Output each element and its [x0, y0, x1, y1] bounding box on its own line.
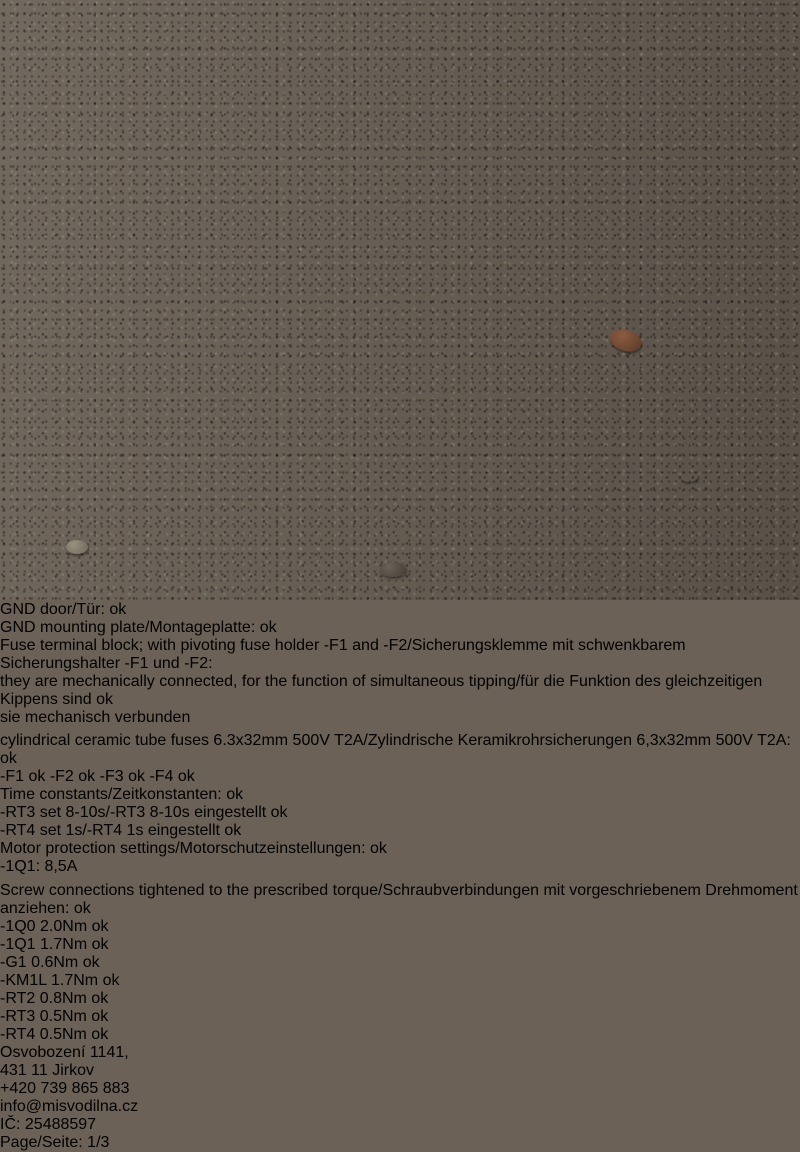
- footer-contact: [0, 1080, 800, 1116]
- answer-field: [31, 954, 78, 971]
- screw-label: -1Q1: [0, 936, 36, 953]
- ok-mark: ok: [270, 804, 288, 821]
- ok-mark: ok: [102, 972, 120, 989]
- checklist-row: [0, 858, 800, 876]
- screw-row: [0, 954, 800, 972]
- ok-mark: ok: [91, 1026, 109, 1043]
- screw-row: [0, 1026, 800, 1044]
- ok-mark: ok: [128, 768, 145, 785]
- footer-phone: +420 739 865 883: [0, 1080, 130, 1097]
- paper-footer: [0, 1044, 800, 1152]
- ok-mark: ok: [109, 601, 127, 618]
- row-label: -RT3 set 8-10s/-RT3 8-10s eingestellt: [0, 804, 267, 821]
- answer-field: [40, 990, 87, 1007]
- footer-company-id: IČ: 25488597: [0, 1116, 97, 1133]
- ok-mark: ok: [96, 691, 113, 708]
- torque-value: 1.7Nm: [50, 972, 99, 989]
- answer-field: [40, 936, 87, 953]
- fuses-section: [0, 732, 800, 786]
- ok-mark: ok: [91, 918, 109, 935]
- torque-value: 0.8Nm: [39, 990, 87, 1007]
- screw-row: [0, 918, 800, 936]
- checklist-row: [0, 619, 800, 637]
- footer-email: info@misvodilna.cz: [0, 1098, 139, 1115]
- row-label: Time constants/Zeitkonstanten:: [0, 786, 222, 803]
- screw-label: -1Q0: [0, 918, 36, 935]
- row-label: cylindrical ceramic tube fuses 6.3x32mm 500V T2A/Zylindrische Keramikrohrsicherungen 6,3x32mm 500V T2A:: [0, 732, 791, 749]
- screw-label: -RT3: [0, 1008, 36, 1025]
- footer-address-line2: 431 11 Jirkov: [0, 1062, 94, 1079]
- fuse-label: -F2: [49, 768, 74, 785]
- pebble: [66, 540, 88, 554]
- fuse-item: [0, 768, 50, 785]
- ok-mark: ok: [78, 768, 96, 785]
- pebble: [680, 470, 698, 482]
- screw-row: [0, 936, 800, 954]
- footer-page-number: Page/Seite: 1/3: [0, 1134, 110, 1151]
- row-label: -RT4 set 1s/-RT4 1s eingestellt: [0, 822, 220, 839]
- fuse-label: -F1: [0, 768, 24, 785]
- screw-row: [0, 1008, 800, 1026]
- torque-value: 1.7Nm: [40, 936, 88, 953]
- torque-value: 0.5Nm: [39, 1026, 87, 1043]
- screw-label: -RT4: [0, 1026, 36, 1043]
- fuse-terminal-block-section: [0, 637, 800, 727]
- torque-value: 0.6Nm: [31, 954, 79, 971]
- answer-field: [40, 1008, 87, 1025]
- ok-mark: ok: [91, 936, 109, 953]
- torque-value: 0.5Nm: [39, 1008, 87, 1025]
- row-label: Screw connections tightened to the prescribed torque/Schraubverbindungen mit vorgeschriebenem Drehmoment anziehen:: [0, 882, 798, 917]
- answer-field: [40, 918, 87, 935]
- checklist-row: [0, 709, 800, 727]
- row-label: sie mechanisch verbunden: [0, 709, 191, 726]
- checklist-row: [0, 786, 800, 804]
- fuse-label: -F4: [149, 768, 174, 785]
- row-label: Motor protection settings/Motorschutzeinstellungen:: [0, 840, 366, 857]
- ok-mark: ok: [91, 1008, 109, 1025]
- ok-mark: ok: [177, 768, 195, 785]
- row-label: -1Q1: 8,5A: [0, 858, 78, 875]
- footer-address-line1: Osvobození 1141,: [0, 1044, 129, 1061]
- checklist-row: [0, 822, 800, 840]
- row-label: GND mounting plate/Montageplatte:: [0, 619, 256, 636]
- screw-connections-section: [0, 882, 800, 1044]
- checklist-row: [0, 804, 800, 822]
- screw-label: -G1: [0, 954, 27, 971]
- motor-protection-section: [0, 840, 800, 876]
- screw-row: [0, 972, 800, 990]
- checklist-row: [0, 840, 800, 858]
- checklist-row: [0, 732, 800, 768]
- screw-row: [0, 990, 800, 1008]
- ok-mark: ok: [73, 900, 91, 917]
- ok-mark: ok: [224, 822, 242, 839]
- footer-address: [0, 1044, 800, 1080]
- torque-value: 2.0Nm: [40, 918, 88, 935]
- row-label: they are mechanically connected, for the function of simultaneous tipping/für die Funktion des gleichzeitigen Kippens sind: [0, 673, 763, 708]
- checklist-row: [0, 673, 800, 709]
- ok-mark: ok: [82, 954, 100, 971]
- row-label: GND door/Tür:: [0, 601, 105, 618]
- ok-mark: ok: [226, 786, 244, 803]
- pebble: [380, 562, 406, 577]
- checklist-row: [0, 882, 800, 918]
- fuse-check-row: [0, 768, 800, 786]
- ok-mark: ok: [259, 619, 277, 636]
- ok-mark: ok: [369, 840, 387, 857]
- fuse-item: [100, 768, 150, 785]
- answer-field: [51, 972, 98, 989]
- screw-label: -RT2: [0, 990, 36, 1007]
- screw-label: -KM1L: [0, 972, 47, 989]
- answer-field: [40, 1026, 87, 1043]
- row-label: Fuse terminal block; with pivoting fuse holder -F1 and -F2/Sicherungsklemme mit schwenkbarem Sicherungshalter -F1 und -F2:: [0, 637, 686, 672]
- checklist-row: [0, 601, 800, 619]
- time-constants-section: [0, 786, 800, 840]
- checklist-row: [0, 637, 800, 673]
- fuse-item: [50, 768, 100, 785]
- ok-mark: ok: [0, 750, 17, 767]
- ok-mark: ok: [28, 768, 46, 785]
- fuse-label: -F3: [99, 768, 124, 785]
- fuse-item: [149, 768, 194, 785]
- ok-mark: ok: [91, 990, 109, 1007]
